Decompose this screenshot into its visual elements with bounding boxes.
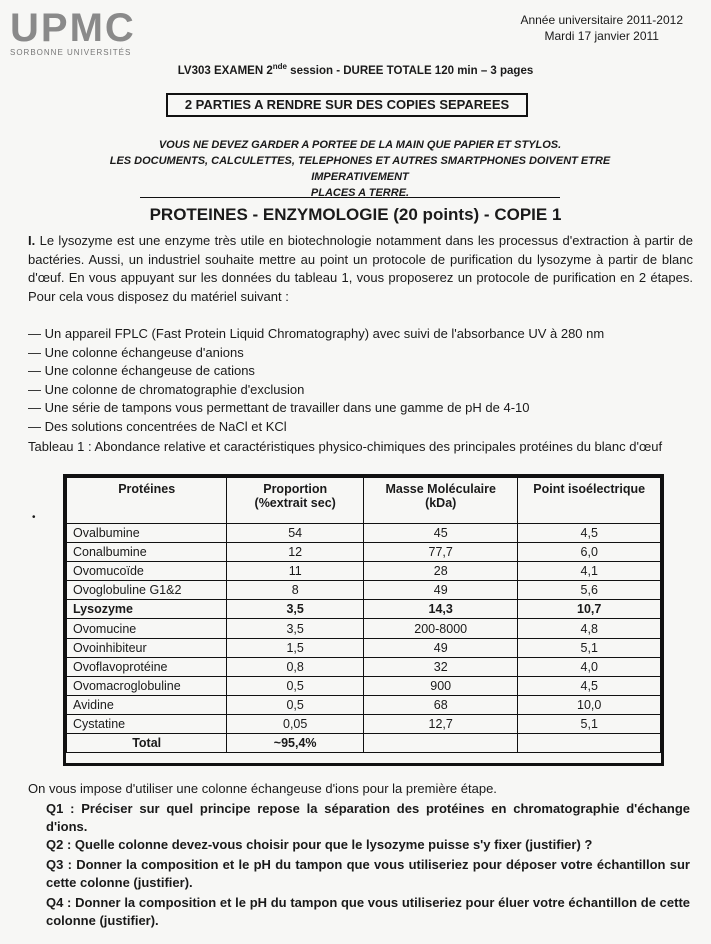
table-cell bbox=[363, 734, 517, 753]
table-cell: 1,5 bbox=[227, 638, 364, 657]
academic-year: Année universitaire 2011-2012 bbox=[520, 13, 683, 27]
logo-wordmark: UPMC bbox=[10, 6, 136, 50]
table-cell: 4,5 bbox=[518, 524, 661, 543]
header-masse: Masse Moléculaire (kDa) bbox=[363, 478, 517, 524]
table-cell: 4,1 bbox=[518, 562, 661, 581]
table-cell: Conalbumine bbox=[67, 543, 227, 562]
table-cell: Cystatine bbox=[67, 714, 227, 733]
intro-text: Le lysozyme est une enzyme très utile en biotechnologie notamment dans les processus d'extraction à partir de bactéries. Aussi, un industriel souhaite mettre au point un protocole de purification du lysozyme à partir de blanc d'œuf. En vous appuyant sur les données du tableau 1, vous proposerez un protocole de purification en 2 étapes. Pour cela vous disposez du matériel suivant : bbox=[28, 233, 693, 304]
table-cell: 3,5 bbox=[227, 600, 364, 619]
table-cell: 0,5 bbox=[227, 695, 364, 714]
table-row bbox=[67, 543, 661, 562]
table-cell: 900 bbox=[363, 676, 517, 695]
protein-table bbox=[63, 474, 664, 766]
materials-list bbox=[28, 325, 604, 436]
table-cell: 0,05 bbox=[227, 714, 364, 733]
table-cell: 5,6 bbox=[518, 581, 661, 600]
table-cell: 11 bbox=[227, 562, 364, 581]
table-cell: Ovomucoïde bbox=[67, 562, 227, 581]
table-row bbox=[67, 714, 661, 733]
table-caption: Tableau 1 : Abondance relative et caractéristiques physico-chimiques des principales protéines du blanc d'œuf bbox=[28, 439, 663, 454]
table-row bbox=[67, 581, 661, 600]
table-row bbox=[67, 676, 661, 695]
intro-paragraph bbox=[28, 232, 693, 306]
table-cell: 49 bbox=[363, 581, 517, 600]
table-row bbox=[67, 657, 661, 676]
question-2: Q2 : Quelle colonne devez-vous choisir pour que le lysozyme puisse s'y fixer (justifier) ? bbox=[46, 837, 593, 852]
table-cell: 49 bbox=[363, 638, 517, 657]
table-cell: Ovomacroglobuline bbox=[67, 676, 227, 695]
table-cell: 5,1 bbox=[518, 714, 661, 733]
separator-rule bbox=[140, 197, 560, 198]
table-cell: 4,8 bbox=[518, 619, 661, 638]
exam-info-line bbox=[0, 62, 711, 77]
upmc-logo bbox=[10, 8, 160, 60]
table-cell: ~95,4% bbox=[227, 734, 364, 753]
material-item: — Une colonne échangeuse de cations bbox=[28, 363, 255, 378]
table-cell: Ovalbumine bbox=[67, 524, 227, 543]
table-cell: 68 bbox=[363, 695, 517, 714]
table-cell: 0,5 bbox=[227, 676, 364, 695]
table-cell: 28 bbox=[363, 562, 517, 581]
table-cell: 8 bbox=[227, 581, 364, 600]
material-item: — Un appareil FPLC (Fast Protein Liquid Chromatography) avec suivi de l'absorbance UV à 280 nm bbox=[28, 326, 605, 341]
exam-session-sup: nde bbox=[272, 62, 287, 71]
exam-code: LV303 EXAMEN 2 bbox=[177, 64, 273, 77]
material-item: — Une colonne de chromatographie d'exclusion bbox=[28, 381, 305, 397]
table-cell: 200-8000 bbox=[363, 619, 517, 638]
table-cell: 4,5 bbox=[518, 676, 661, 695]
exam-warning bbox=[60, 137, 660, 201]
table-cell: Ovoinhibiteur bbox=[67, 638, 227, 657]
material-item: — Des solutions concentrées de NaCl et KCl bbox=[28, 418, 287, 434]
table-cell: 3,5 bbox=[227, 619, 364, 638]
table-cell: 12 bbox=[227, 543, 364, 562]
material-item: — Une colonne échangeuse d'anions bbox=[28, 344, 244, 360]
section-title: PROTEINES - ENZYMOLOGIE (20 points) - COPIE 1 bbox=[149, 205, 562, 224]
warning-line-2: LES DOCUMENTS, CALCULETTES, TELEPHONES ET AUTRES SMARTPHONES DOIVENT ETRE IMPERATIVEMENT bbox=[109, 155, 611, 183]
table-cell: 4,0 bbox=[518, 657, 661, 676]
table-cell: Avidine bbox=[67, 695, 227, 714]
warning-line-1: VOUS NE DEVEZ GARDER A PORTEE DE LA MAIN QUE PAPIER ET STYLOS. bbox=[158, 139, 562, 151]
table-cell: 77,7 bbox=[363, 543, 517, 562]
table-row bbox=[67, 562, 661, 581]
table-cell: 0,8 bbox=[227, 657, 364, 676]
table-cell: 6,0 bbox=[518, 543, 661, 562]
question-3: Q3 : Donner la composition et le pH du tampon que vous utiliseriez pour déposer votre échantillon sur cette colonne (justifier). bbox=[46, 857, 690, 890]
logo-subtitle: SORBONNE UNIVERSITÉS bbox=[10, 48, 132, 57]
table-cell: 10,7 bbox=[518, 600, 661, 619]
header-proteines: Protéines bbox=[67, 478, 227, 524]
exam-date-block bbox=[520, 12, 683, 44]
intro-marker: I. bbox=[28, 233, 36, 248]
exam-date: Mardi 17 janvier 2011 bbox=[544, 29, 659, 43]
stray-mark: • bbox=[32, 512, 36, 523]
table-cell: Ovomucine bbox=[67, 619, 227, 638]
question-1: Q1 : Préciser sur quel principe repose la séparation des protéines en chromatographie d'échange d'ions. bbox=[46, 801, 690, 834]
exam-duration: session - DUREE TOTALE 120 min – 3 pages bbox=[286, 64, 534, 77]
table-row bbox=[67, 524, 661, 543]
table-cell: 14,3 bbox=[363, 600, 517, 619]
table-cell: 32 bbox=[363, 657, 517, 676]
table-row bbox=[67, 619, 661, 638]
table-cell: Ovoflavoprotéine bbox=[67, 657, 227, 676]
question-4: Q4 : Donner la composition et le pH du tampon que vous utiliseriez pour éluer votre échantillon de cette colonne (justifier). bbox=[46, 895, 690, 928]
table-cell: 10,0 bbox=[518, 695, 661, 714]
table-cell: Ovoglobuline G1&2 bbox=[67, 581, 227, 600]
table-row bbox=[67, 600, 661, 619]
material-item: — Une série de tampons vous permettant de travailler dans une gamme de pH de 4-10 bbox=[28, 400, 530, 415]
table-header-row bbox=[67, 478, 661, 524]
table-cell: 54 bbox=[227, 524, 364, 543]
table-cell: Total bbox=[67, 734, 227, 753]
table-cell: Lysozyme bbox=[67, 600, 227, 619]
table-cell: 12,7 bbox=[363, 714, 517, 733]
warning-line-3: PLACES A TERRE. bbox=[310, 187, 410, 199]
table-cell: 5,1 bbox=[518, 638, 661, 657]
table-cell: 45 bbox=[363, 524, 517, 543]
table-row bbox=[67, 695, 661, 714]
questions-lead: On vous impose d'utiliser une colonne échangeuse d'ions pour la première étape. bbox=[28, 781, 497, 796]
header-proportion: Proportion (%extrait sec) bbox=[227, 478, 364, 524]
header-pi: Point isoélectrique bbox=[518, 478, 661, 524]
table-row bbox=[67, 638, 661, 657]
table-cell bbox=[518, 734, 661, 753]
copies-notice: 2 PARTIES A RENDRE SUR DES COPIES SEPAREES bbox=[166, 93, 528, 117]
table-total-row bbox=[67, 734, 661, 753]
